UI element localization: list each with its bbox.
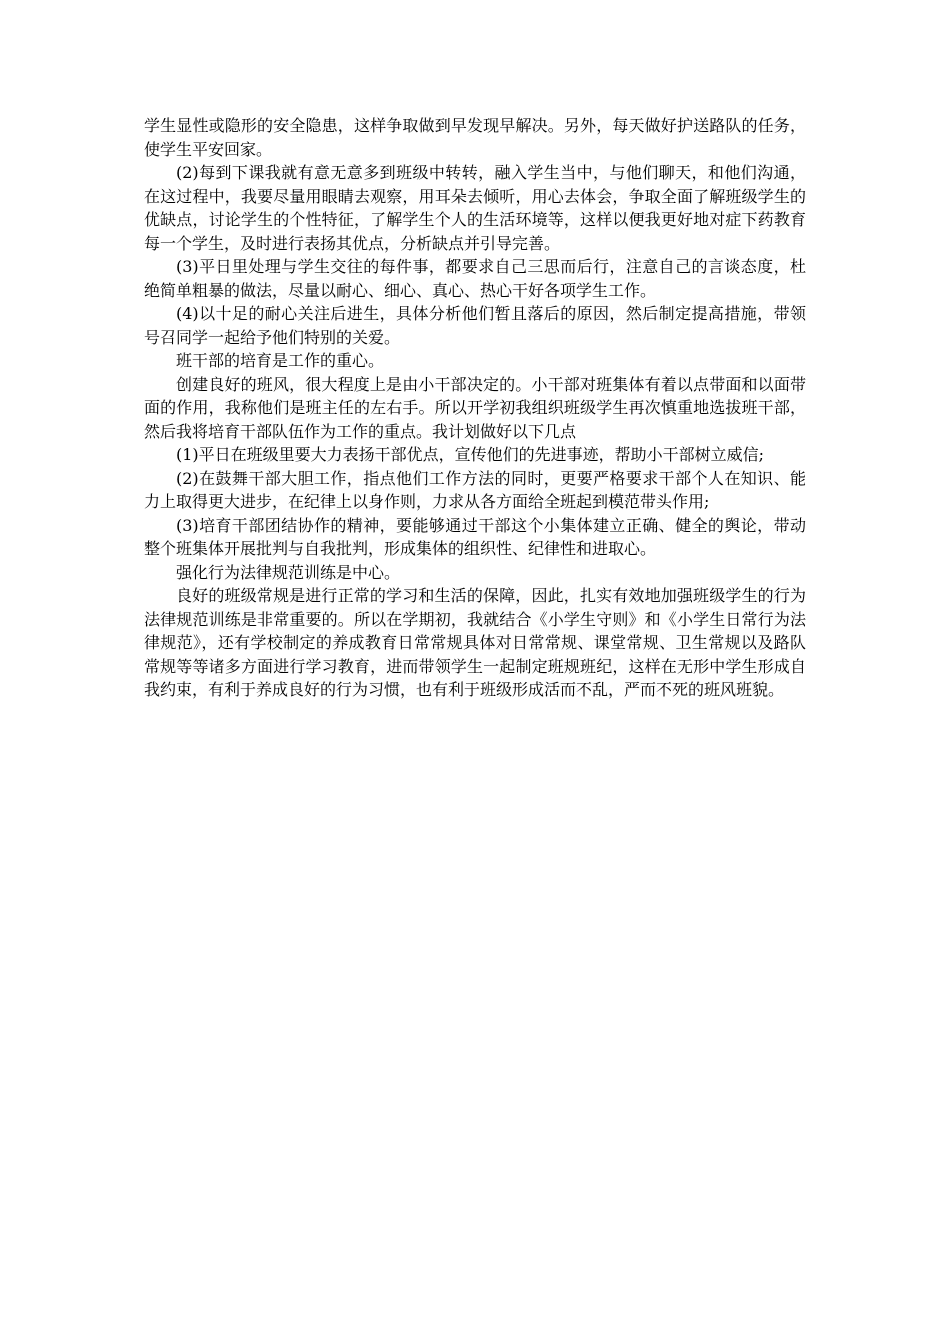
paragraph-class-routine: 良好的班级常规是进行正常的学习和生活的保障，因此，扎实有效地加强班级学生的行为法律规范训练是非常重要的。所以在学期初，我就结合《小学生守则》和《小学生日常行为法律规范》，还有学校制定的养成教育日常常规具体对日常常规、课堂常规、卫生常规以及路队常规等等诸多方面进行学习教育，进而带领学生一起制定班规班纪，这样在无形中学生形成自我约束，有利于养成良好的行为习惯，也有利于班级形成活而不乱，严而不死的班风班貌。 — [144, 586, 806, 699]
paragraph-cadre-item-2: (2)在鼓舞干部大胆工作，指点他们工作方法的同时，更要严格要求干部个人在知识、能力上取得更大进步，在纪律上以身作则，力求从各方面给全班起到模范带头作用; — [144, 468, 806, 511]
paragraph-cadre-item-1: (1)平日在班级里要大力表扬干部优点，宣传他们的先进事迹，帮助小干部树立威信; — [176, 445, 765, 464]
paragraph-item-2-communication: (2)每到下课我就有意无意多到班级中转转，融入学生当中，与他们聊天，和他们沟通，在这过程中，我要尽量用眼睛去观察，用耳朵去倾听，用心去体会，争取全面了解班级学生的优缺点，讨论学生的个性特征，了解学生个人的生活环境等，这样以便我更好地对症下药教育每一个学生，及时进行表扬其优点，分析缺点并引导完善。 — [144, 163, 806, 253]
paragraph-heading-behavior-training: 强化行为法律规范训练是中心。 — [176, 562, 401, 582]
document-page — [144, 114, 806, 702]
paragraph-item-4-lagging-students: (4)以十足的耐心关注后进生，具体分析他们暂且落后的原因，然后制定提高措施，带领号召同学一起给予他们特别的关爱。 — [144, 304, 806, 347]
paragraph-class-style: 创建良好的班风，很大程度上是由小干部决定的。小干部对班集体有着以点带面和以面带面的作用，我称他们是班主任的左右手。所以开学初我组织班级学生再次慎重地选拔班干部，然后我将培育干部队伍作为工作的重点。我计划做好以下几点 — [144, 374, 806, 441]
paragraph-item-3-conduct: (3)平日里处理与学生交往的每件事，都要求自己三思而后行，注意自己的言谈态度，杜绝简单粗暴的做法，尽量以耐心、细心、真心、热心干好各项学生工作。 — [144, 257, 806, 300]
paragraph-heading-class-cadres: 班干部的培育是工作的重心。 — [176, 351, 385, 370]
paragraph-safety-continued: 学生显性或隐形的安全隐患，这样争取做到早发现早解决。另外，每天做好护送路队的任务，使学生平安回家。 — [144, 116, 806, 159]
paragraph-cadre-item-3: (3)培育干部团结协作的精神，要能够通过干部这个小集体建立正确、健全的舆论，带动整个班集体开展批判与自我批判，形成集体的组织性、纪律性和进取心。 — [144, 515, 806, 558]
